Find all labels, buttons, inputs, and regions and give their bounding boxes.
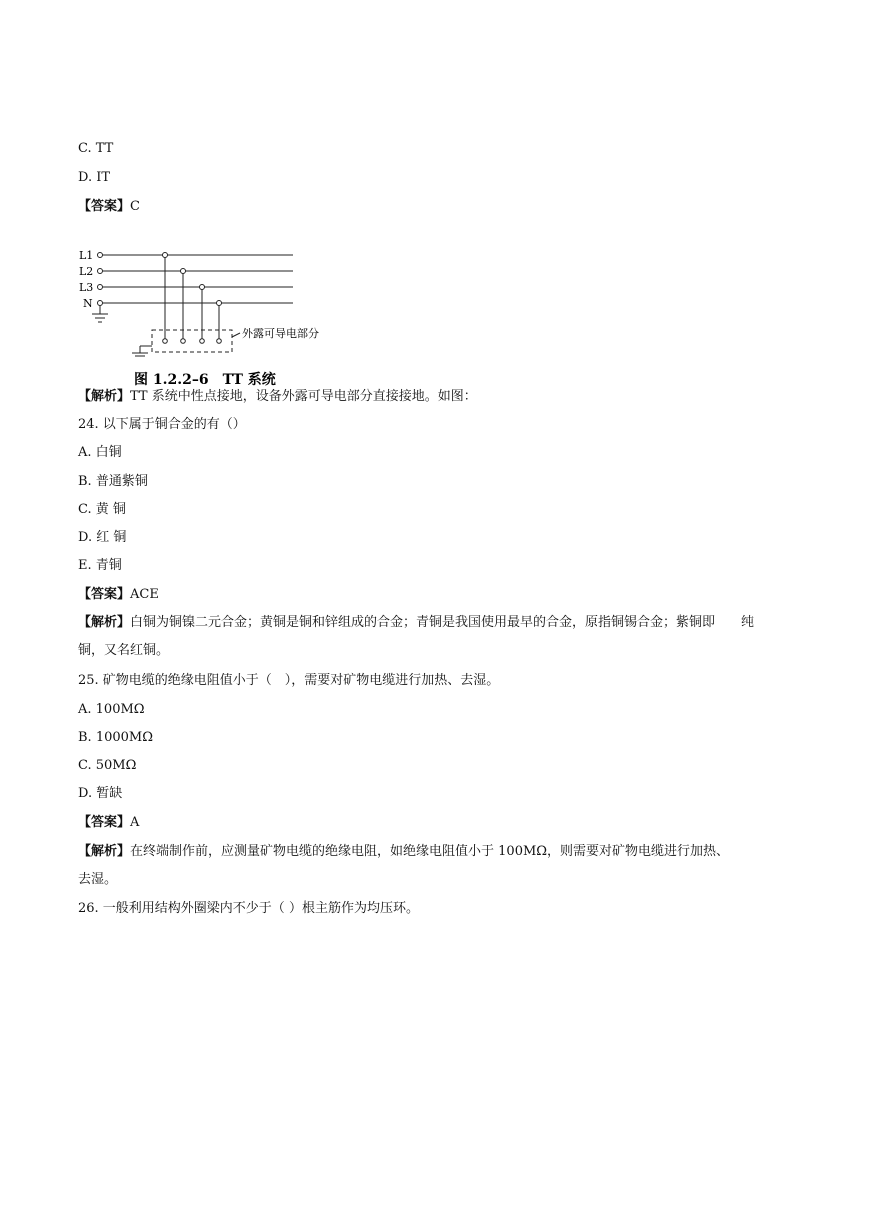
- figure-caption: 图 1.2.2–6 TT 系统: [134, 372, 276, 388]
- label-n: N: [83, 297, 93, 310]
- analysis-label: 【解析】: [78, 615, 131, 630]
- label-l2: L2: [79, 265, 94, 278]
- q25-option-d: D. 暂缺: [78, 786, 123, 801]
- q25-option-b: B. 1000MΩ: [78, 730, 153, 745]
- q26-question: 26. 一般利用结构外圈梁内不少于（ ）根主筋作为均压环。: [78, 901, 419, 916]
- q25-question: 25. 矿物电缆的绝缘电阻值小于（ ），需要对矿物电缆进行加热、去湿。: [78, 673, 500, 688]
- q24-question: 24. 以下属于铜合金的有（）: [78, 417, 246, 432]
- analysis-text: TT 系统中性点接地，设备外露可导电部分直接接地。如图：: [130, 389, 477, 404]
- q24-option-d: D. 红 铜: [78, 530, 127, 545]
- q24-option-e: E. 青铜: [78, 558, 122, 573]
- tt-system-diagram: [78, 240, 338, 390]
- answer-value: ACE: [130, 587, 159, 602]
- q23-option-d: D. IT: [78, 170, 111, 185]
- answer-label: 【答案】: [78, 815, 131, 830]
- q23-answer: [78, 198, 140, 216]
- analysis-text: 在终端制作前，应测量矿物电缆的绝缘电阻，如绝缘电阻值小于 100MΩ，则需要对矿物电缆进行加热、: [130, 844, 730, 859]
- analysis-text: 白铜为铜镍二元合金；黄铜是铜和锌组成的合金；青铜是我国使用最早的合金，原指铜锡合金；紫铜即 纯: [130, 615, 755, 630]
- q24-option-a: A. 白铜: [78, 445, 122, 460]
- q23-analysis: [78, 388, 477, 406]
- q23-option-c: C. TT: [78, 141, 114, 156]
- q25-option-c: C. 50MΩ: [78, 758, 137, 773]
- q25-option-a: A. 100MΩ: [78, 702, 145, 717]
- q24-answer: [78, 586, 159, 604]
- label-l3: L3: [79, 281, 94, 294]
- q24-analysis-line2: 铜，又名红铜。: [78, 643, 170, 658]
- label-l1: L1: [79, 249, 94, 262]
- answer-value: C: [130, 199, 140, 214]
- exposed-parts-label: 外露可导电部分: [242, 327, 319, 340]
- q24-option-c: C. 黄 铜: [78, 502, 126, 517]
- q24-analysis-line1: [78, 614, 754, 632]
- q25-analysis-line1: [78, 843, 729, 861]
- answer-label: 【答案】: [78, 587, 131, 602]
- q25-analysis-line2: 去湿。: [78, 872, 118, 887]
- analysis-label: 【解析】: [78, 844, 131, 859]
- q25-answer: [78, 814, 139, 832]
- q24-option-b: B. 普通紫铜: [78, 474, 148, 489]
- answer-value: A: [130, 815, 140, 830]
- answer-label: 【答案】: [78, 199, 131, 214]
- analysis-label: 【解析】: [78, 389, 131, 404]
- tt-system-figure: [78, 240, 338, 390]
